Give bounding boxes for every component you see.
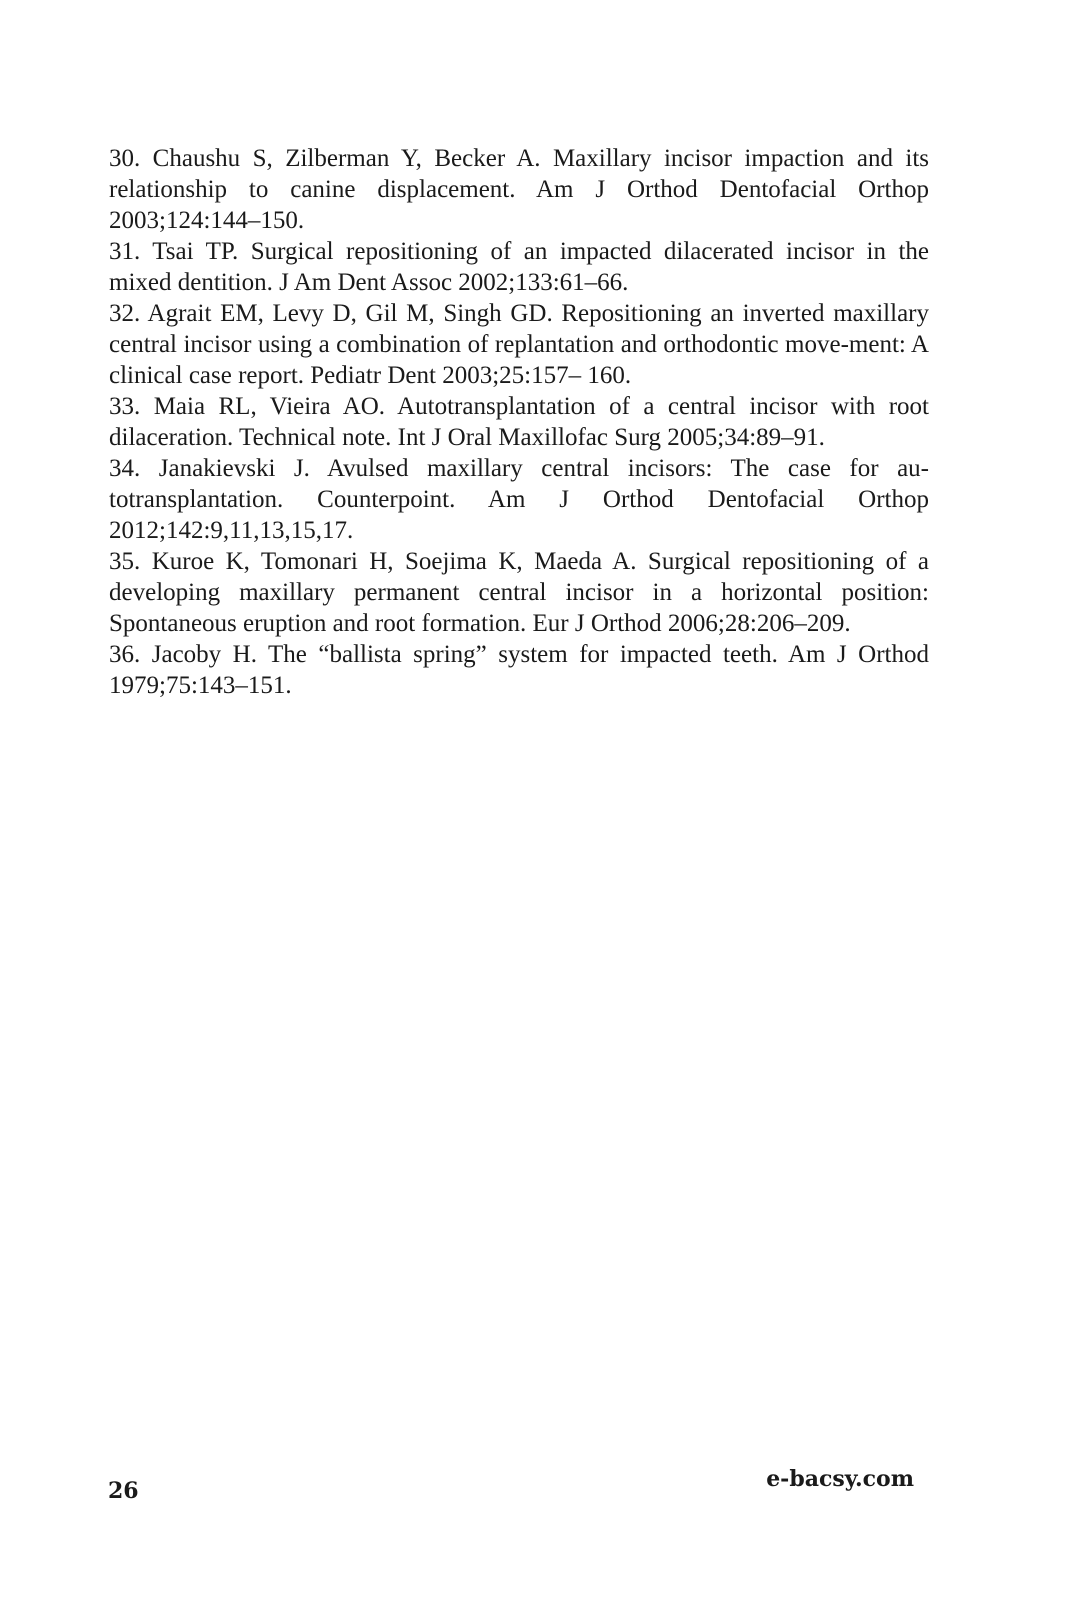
reference-item: 33. Maia RL, Vieira AO. Autotransplantation of a central incisor with root dilaceration. Technical note. Int J Oral Maxillofac Surg 2005;34:89–91. [109,393,929,451]
reference-item: 31. Tsai TP. Surgical repositioning of an impacted dilacerated incisor in the mixed dentition. J Am Dent Assoc 2002;133:61–66. [109,238,929,296]
reference-item: 35. Kuroe K, Tomonari H, Soejima K, Maeda A. Surgical repositioning of a developing maxillary permanent central incisor in a horizontal position: Spontaneous eruption and root formation. Eur J Orthod 2006;28:206–209. [109,548,929,637]
reference-item: 34. Janakievski J. Avulsed maxillary central incisors: The case for au-totransplantation. Counterpoint. Am J Orthod Dentofacial Orthop 2012;142:9,11,13,15,17. [109,455,929,544]
site-name: e-bacsy.com [766,1466,914,1492]
reference-list [109,143,929,701]
reference-item: 32. Agrait EM, Levy D, Gil M, Singh GD. Repositioning an inverted maxillary central incisor using a combination of replantation and orthodontic move-ment: A clinical case report. Pediatr Dent 2003;25:157– 160. [109,300,929,389]
reference-item: 30. Chaushu S, Zilberman Y, Becker A. Maxillary incisor impaction and its relationship to canine displacement. Am J Orthod Dentofacial Orthop 2003;124:144–150. [109,145,929,234]
page-number: 26 [108,1478,139,1504]
reference-item: 36. Jacoby H. The “ballista spring” system for impacted teeth. Am J Orthod 1979;75:143–151. [109,641,929,699]
